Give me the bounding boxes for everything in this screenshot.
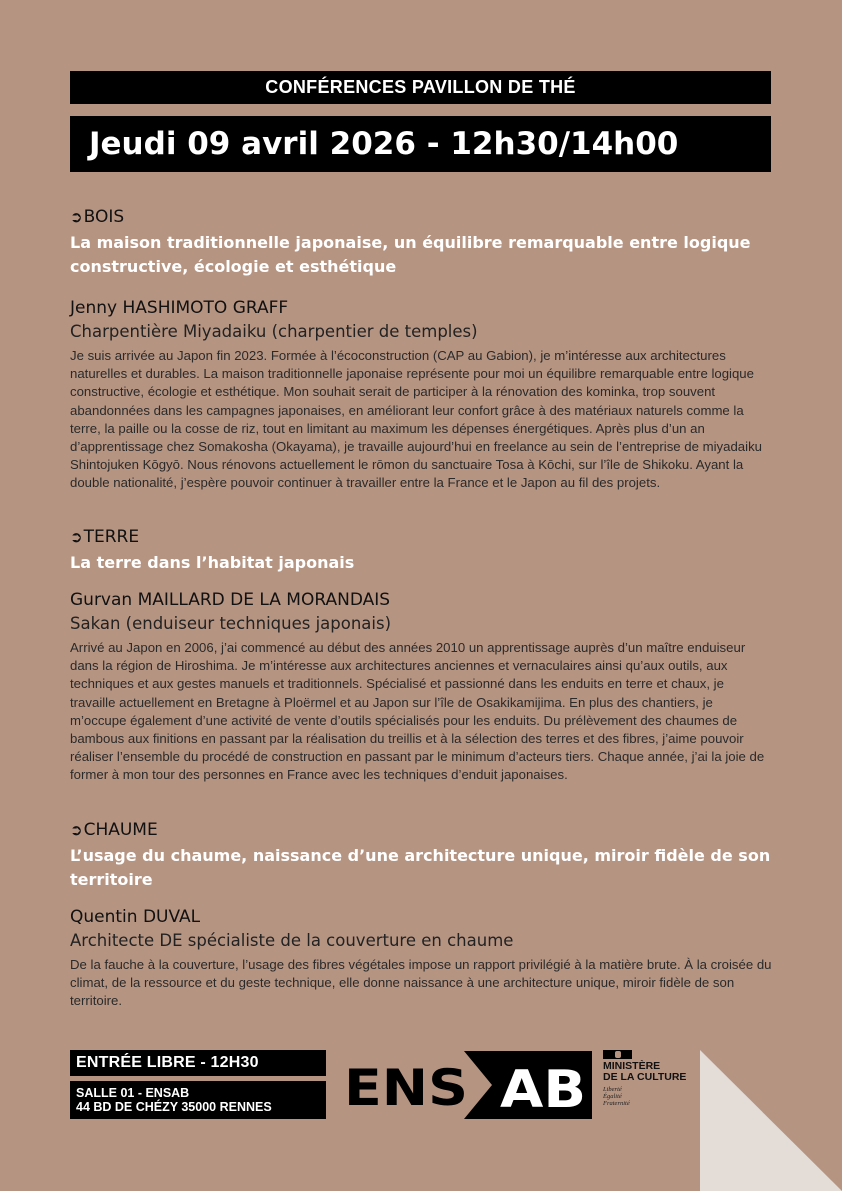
- ministry-line-1: MINISTÈRE: [603, 1060, 661, 1072]
- speaker-bio: Je suis arrivée au Japon fin 2023. Formée à l’écoconstruction (CAP au Gabion), je m’intéresse aux architectures naturelles et durables. La maison traditionnelle japonaise représente pour moi un équilibre remarquable entre logique constructive, écologie et esthétique. Mon souhait serait de participer à la rénovation des kominka, trop souvent abandonnées dans les campagnes japonaises, en améliorant leur confort grâce à des matériaux naturels comme la terre, la paille ou la cosse de riz, tout en limitant au maximum les dépenses énergétiques. Après plus d’un an d’apprentissage chez Somakosha (Okayama), je travaille aujourd’hui en freelance au sein de l’entreprise de miyadaiku Shintojuken Kōgyō. Nous rénovons actuellement le rōmon du sanctuaire Tosa à Kōchi, sur l’île de Shikoku. Ayant la double nationalité, j’espère pouvoir continuer à travailler entre la France et le Japon au fil des projets.: [70, 348, 762, 491]
- arrow-right-icon: ➲: [70, 528, 83, 546]
- series-title-bar: [70, 71, 771, 104]
- marianne-icon: [603, 1050, 632, 1059]
- motto-egalite: Égalité: [603, 1093, 622, 1100]
- logo-text-ens: ENS: [344, 1059, 468, 1117]
- event-date: Jeudi 09 avril 2026 - 12h30/14h00: [89, 126, 679, 162]
- talk-title: La terre dans l’habitat japonais: [70, 553, 355, 572]
- section-bois: [70, 207, 772, 493]
- section-terre: [70, 527, 772, 785]
- motto-liberte: Liberté: [603, 1086, 622, 1093]
- category-heading: [70, 207, 772, 227]
- entry-banner: [70, 1050, 326, 1076]
- section-chaume: [70, 820, 772, 1011]
- ensab-logo: [342, 1051, 592, 1119]
- entry-text: ENTRÉE LIBRE - 12H30: [76, 1054, 259, 1071]
- category-label: CHAUME: [83, 820, 158, 840]
- speaker-name: Gurvan MAILLARD DE LA MORANDAIS: [70, 590, 391, 610]
- venue-room: SALLE 01 - ENSAB: [76, 1086, 190, 1100]
- speaker-bio: De la fauche à la couverture, l’usage des fibres végétales impose un rapport privilégié à la matière brute. À la croisée du climat, de la ressource et du geste technique, elle donne naissance à une architecture unique, miroir fidèle de son territoire.: [70, 957, 772, 1009]
- arrow-right-icon: ➲: [70, 208, 83, 226]
- series-title: CONFÉRENCES PAVILLON DE THÉ: [265, 77, 576, 97]
- category-heading: [70, 820, 772, 840]
- motto-fraternite: Fraternité: [603, 1100, 630, 1107]
- ministry-line-2: DE LA CULTURE: [603, 1071, 687, 1083]
- logo-text-ab: AB: [500, 1060, 586, 1119]
- talk-title: L’usage du chaume, naissance d’une architecture unique, miroir fidèle de son territoire: [70, 846, 771, 889]
- venue-address: 44 BD DE CHÉZY 35000 RENNES: [76, 1100, 272, 1114]
- speaker-role: Architecte DE spécialiste de la couverture en chaume: [70, 931, 514, 950]
- arrow-right-icon: ➲: [70, 821, 83, 839]
- speaker-role: Sakan (enduiseur techniques japonais): [70, 614, 392, 633]
- talk-title: La maison traditionnelle japonaise, un équilibre remarquable entre logique constructive, écologie et esthétique: [70, 233, 751, 276]
- speaker-bio: Arrivé au Japon en 2006, j’ai commencé au début des années 2010 un apprentissage auprès d’un maître enduiseur dans la région de Hiroshima. Je m’intéresse aux architectures anciennes et vernaculaires ainsi qu’aux outils, aux techniques et aux gestes manuels et traditionnels. Spécialisé et passionné dans les enduits en terre et chaux, je travaille actuellement en Bretagne à Ploërmel et au Japon sur l’île de Osakikamijima. En plus des chantiers, je m’occupe également d’une activité de vente d’outils spécialisés pour les enduits. Du prélèvement des chaumes de bambous aux finitions en passant par la réalisation du treillis et à la sélection des terres et des fibres, j’aime pouvoir réaliser l’ensemble du procédé de construction en passant par le minimum d’acteurs tiers. Chaque année, j’ai la joie de former à mon tour des personnes en France avec les techniques d’enduit japonaises.: [70, 640, 765, 783]
- speaker-name: Jenny HASHIMOTO GRAFF: [70, 298, 289, 318]
- republic-motto: [603, 1086, 698, 1107]
- date-bar: [70, 116, 771, 172]
- corner-triangle-decoration: [700, 1050, 842, 1191]
- speaker-name: Quentin DUVAL: [70, 907, 201, 927]
- ministry-logo: [603, 1050, 698, 1120]
- category-label: TERRE: [83, 527, 140, 547]
- speaker-role: Charpentière Miyadaiku (charpentier de temples): [70, 322, 478, 341]
- venue-address-box: [70, 1081, 326, 1119]
- category-label: BOIS: [83, 207, 125, 227]
- category-heading: [70, 527, 772, 547]
